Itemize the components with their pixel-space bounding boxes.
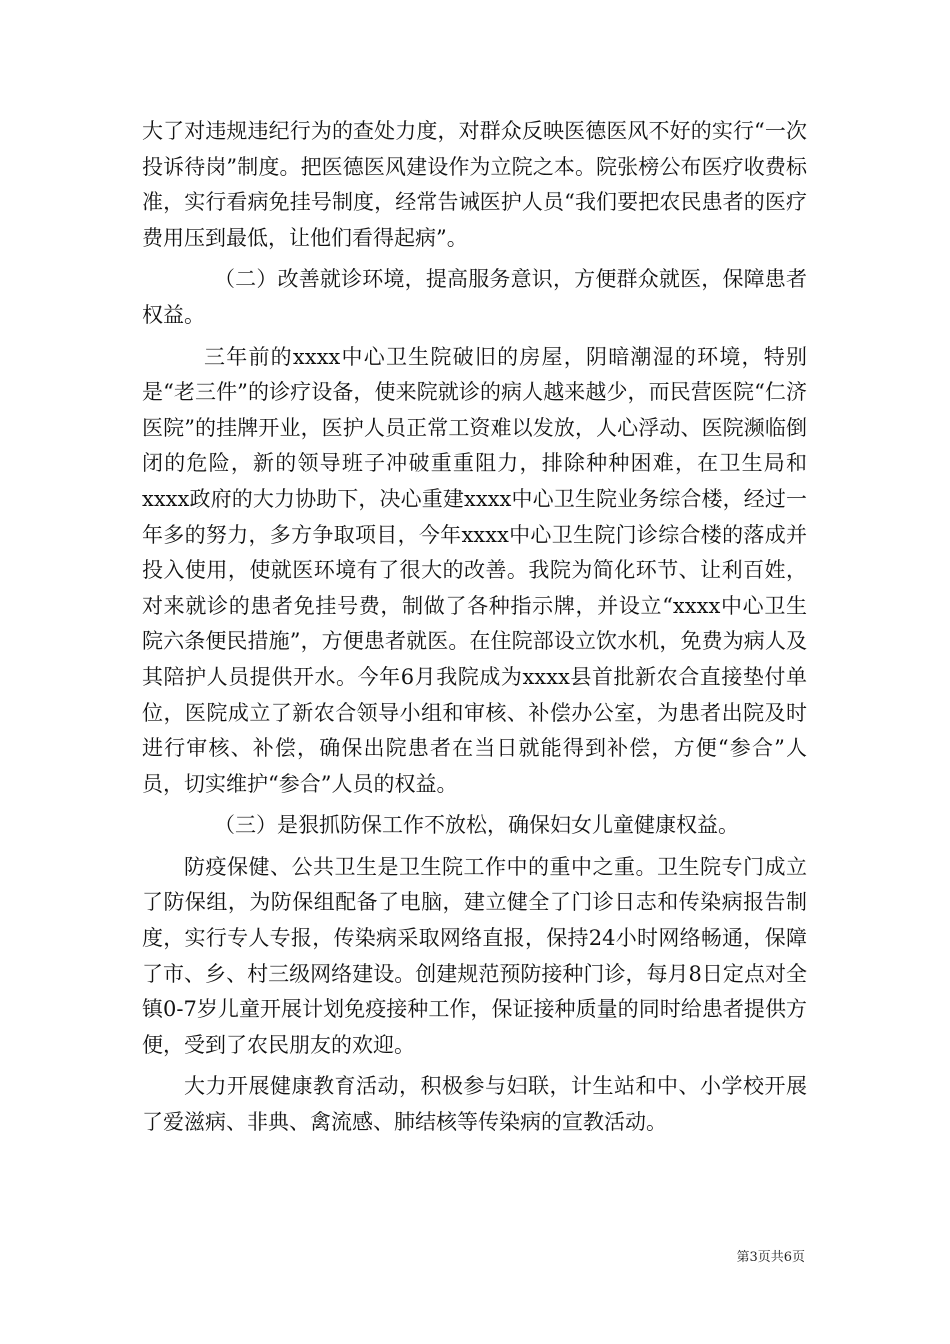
paragraph-2-heading: （二）改善就诊环境，提高服务意识，方便群众就医，保障患者权益。 [142, 267, 807, 327]
paragraph-4-heading: （三）是狠抓防保工作不放松，确保妇女儿童健康权益。 [214, 813, 739, 838]
page-number: 第3页共6页 [736, 1250, 805, 1265]
document-body [142, 114, 807, 1141]
paragraph-5: 防疫保健、公共卫生是卫生院工作中的重中之重。卫生院专门成立了防保组，为防保组配备了电脑，建立健全了门诊日志和传染病报告制度，实行专人专报，传染病采取网络直报，保持24小时网络畅通，保障了市、乡、村三级网络建设。创建规范预防接种门诊，每月8日定点对全镇0-7岁儿童开展计划免疫接种工作，保证接种质量的同时给患者提供方便，受到了农民朋友的欢迎。 [142, 854, 807, 1057]
paragraph-3: 三年前的xxxx中心卫生院破旧的房屋，阴暗潮湿的环境，特别是“老三件”的诊疗设备，使来院就诊的病人越来越少，而民营医院“仁济医院”的挂牌开业，医护人员正常工资难以发放，人心浮动、医院濒临倒闭的危险，新的领导班子冲破重重阻力，排除种种困难，在卫生局和xxxx政府的大力协助下，决心重建xxxx中心卫生院业务综合楼，经过一年多的努力，多方争取项目，今年xxxx中心卫生院门诊综合楼的落成并投入使用，使就医环境有了很大的改善。我院为简化环节、让利百姓，对来就诊的患者免挂号费，制做了各种指示牌，并设立“xxxx中心卫生院六条便民措施”，方便患者就医。在住院部设立饮水机，免费为病人及其陪护人员提供开水。今年6月我院成为xxxx县首批新农合直接垫付单位，医院成立了新农合领导小组和审核、补偿办公室，为患者出院及时进行审核、补偿，确保出院患者在当日就能得到补偿，方便“参合”人员，切实维护“参合”人员的权益。 [142, 344, 807, 796]
paragraph-6: 大力开展健康教育活动，积极参与妇联，计生站和中、小学校开展了爱滋病、非典、禽流感、肺结核等传染病的宣教活动。 [142, 1074, 807, 1135]
paragraph-1: 大了对违规违纪行为的查处力度，对群众反映医德医风不好的实行“一次投诉待岗”制度。把医德医风建设作为立院之本。院张榜公布医疗收费标准，实行看病免挂号制度，经常告诫医护人员“我们要把农民患者的医疗费用压到最低，让他们看得起病”。 [142, 119, 807, 250]
